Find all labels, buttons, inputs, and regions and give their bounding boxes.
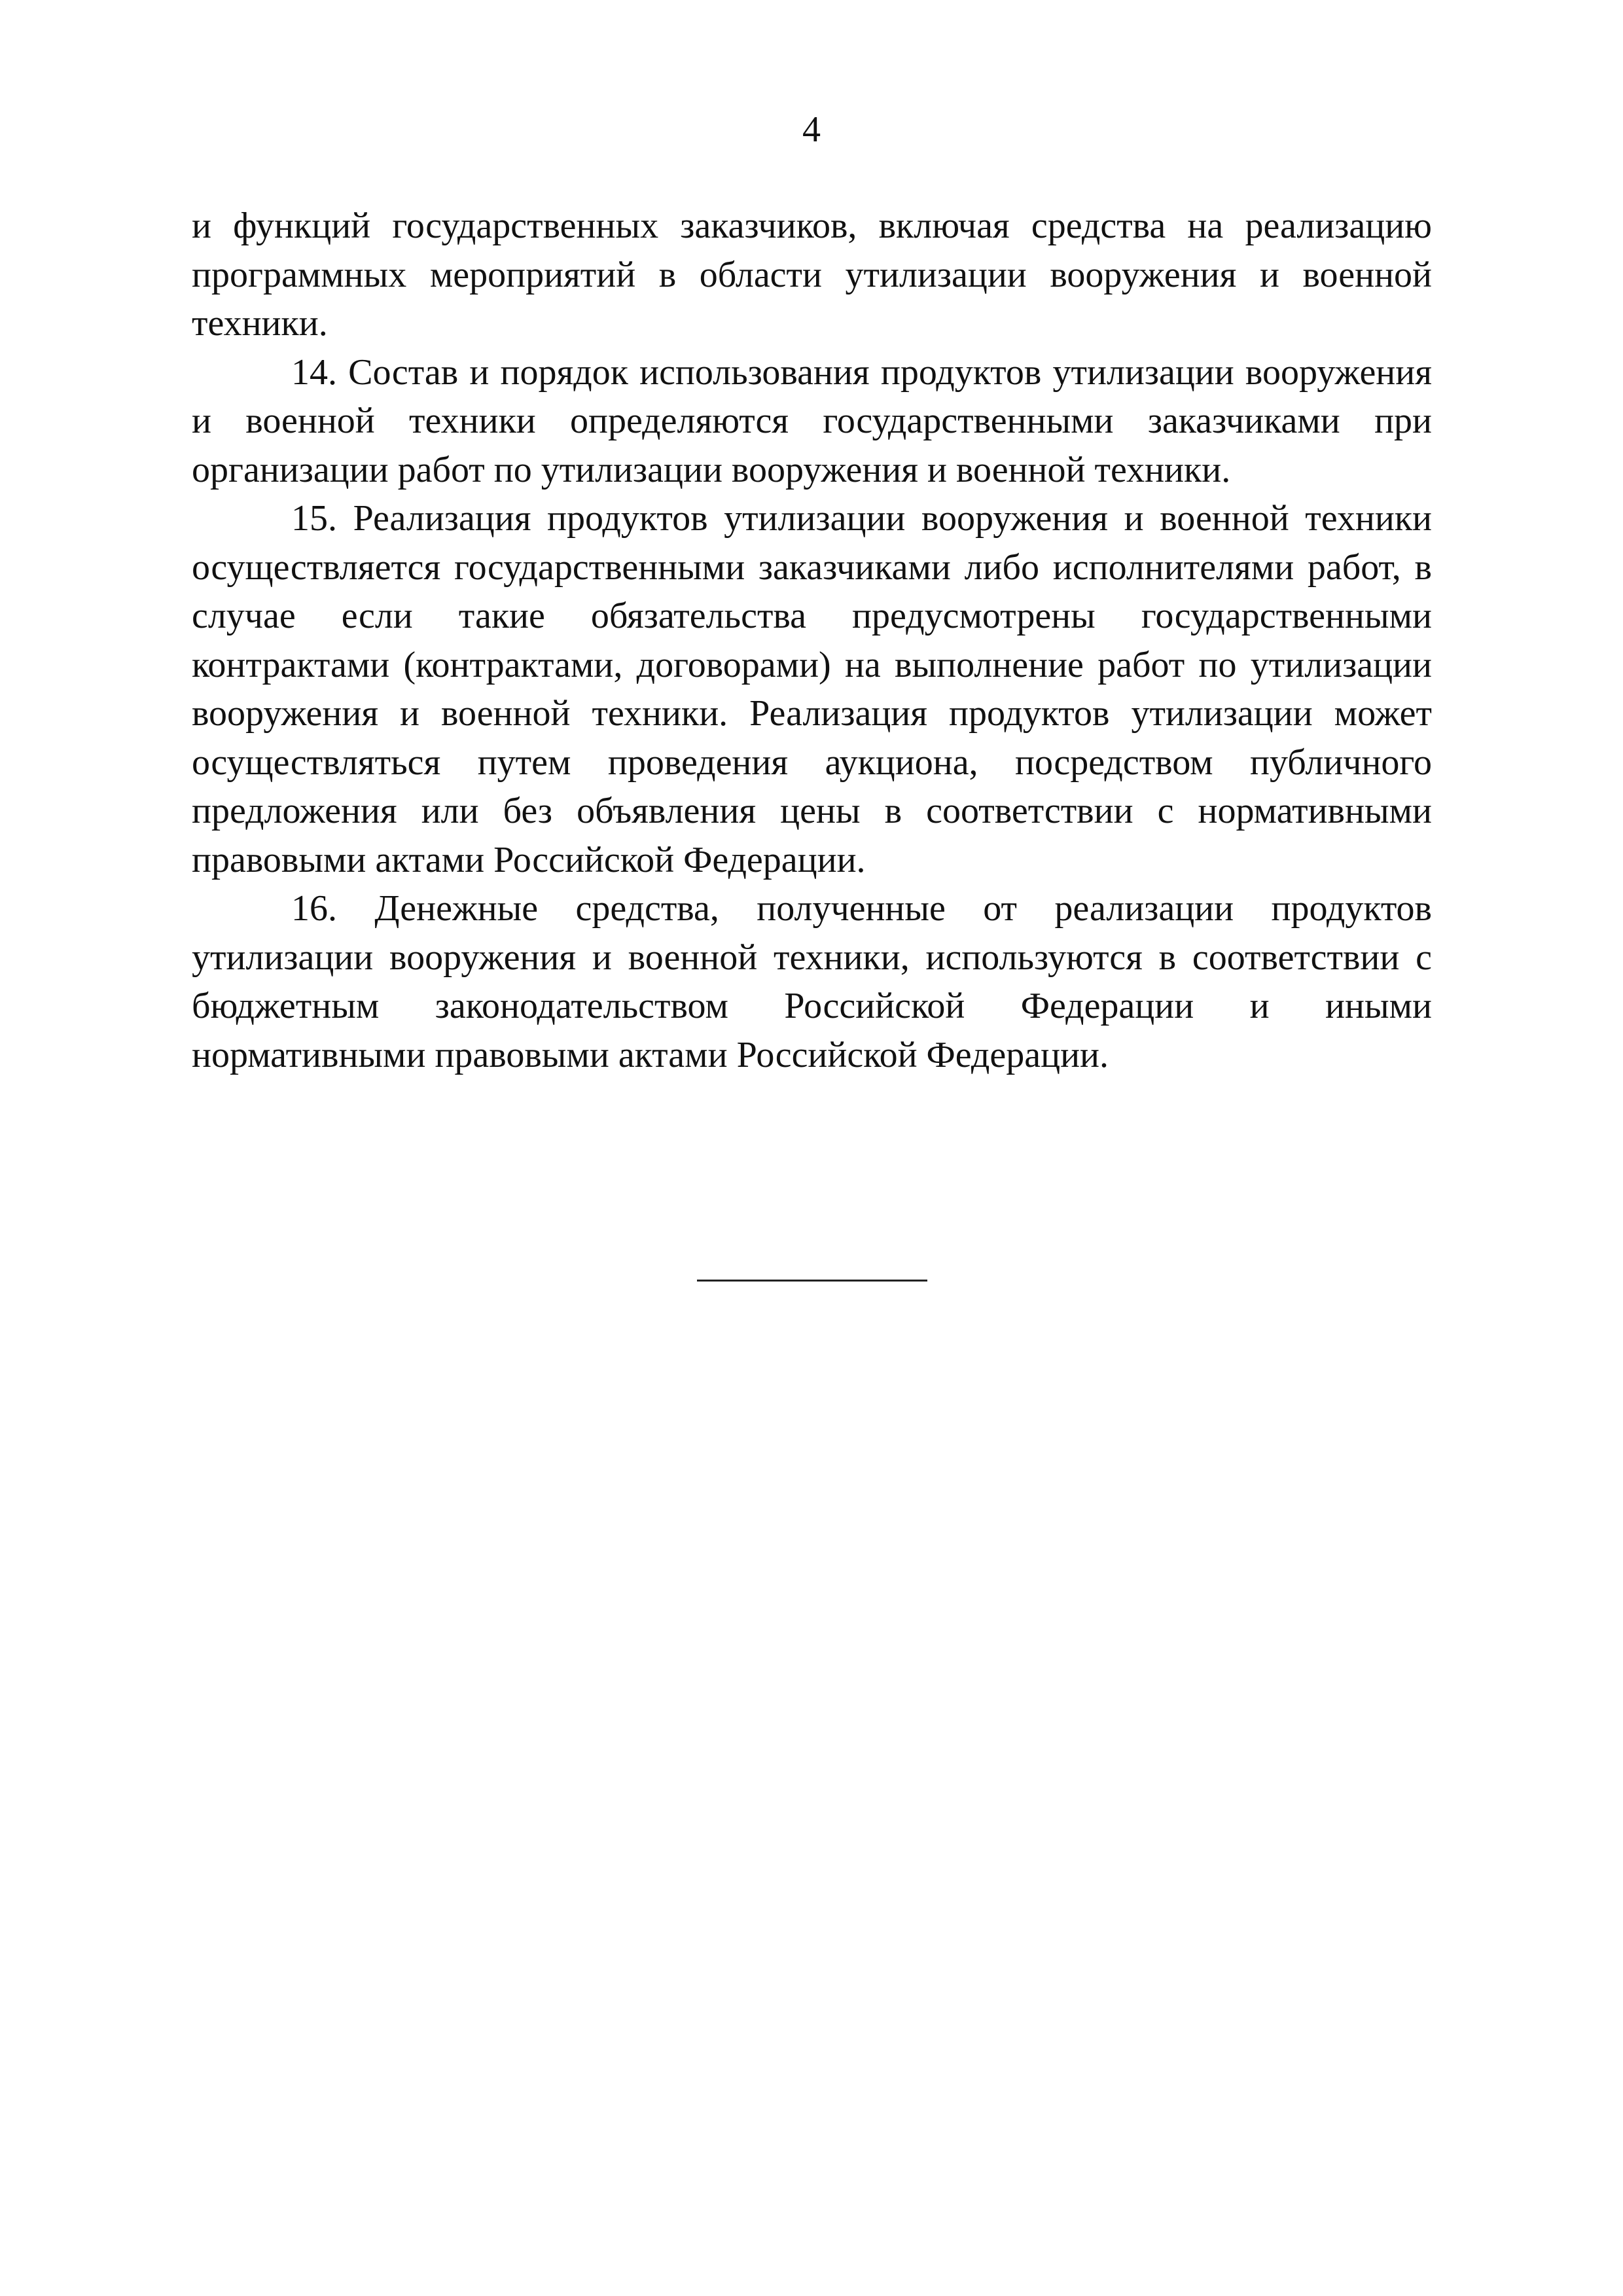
paragraph-15: 15. Реализация продуктов утилизации вооружения и военной техники осуществляется государственными заказчиками либо исполнителями работ, в случае если такие обязательства предусмотрены государственными контрактами (контрактами, договорами) на выполнение работ по утилизации вооружения и военной техники. Реализация продуктов утилизации может осуществляться путем проведения аукциона, посредством публичного предложения или без объявления цены в соответствии с нормативными правовыми актами Российской Федерации. (192, 498, 1432, 880)
document-body (192, 202, 1432, 1079)
paragraph-14: 14. Состав и порядок использования продуктов утилизации вооружения и военной техники определяются государственными заказчиками при организации работ по утилизации вооружения и военной техники. (192, 351, 1432, 490)
paragraph-16: 16. Денежные средства, полученные от реализации продуктов утилизации вооружения и военной техники, используются в соответствии с бюджетным законодательством Российской Федерации и иными нормативными правовыми актами Российской Федерации. (192, 888, 1432, 1075)
paragraph-continuation: и функций государственных заказчиков, включая средства на реализацию программных мероприятий в области утилизации вооружения и военной техники. (192, 206, 1432, 344)
page-number: 4 (802, 109, 821, 150)
document-end-line (697, 1280, 927, 1282)
